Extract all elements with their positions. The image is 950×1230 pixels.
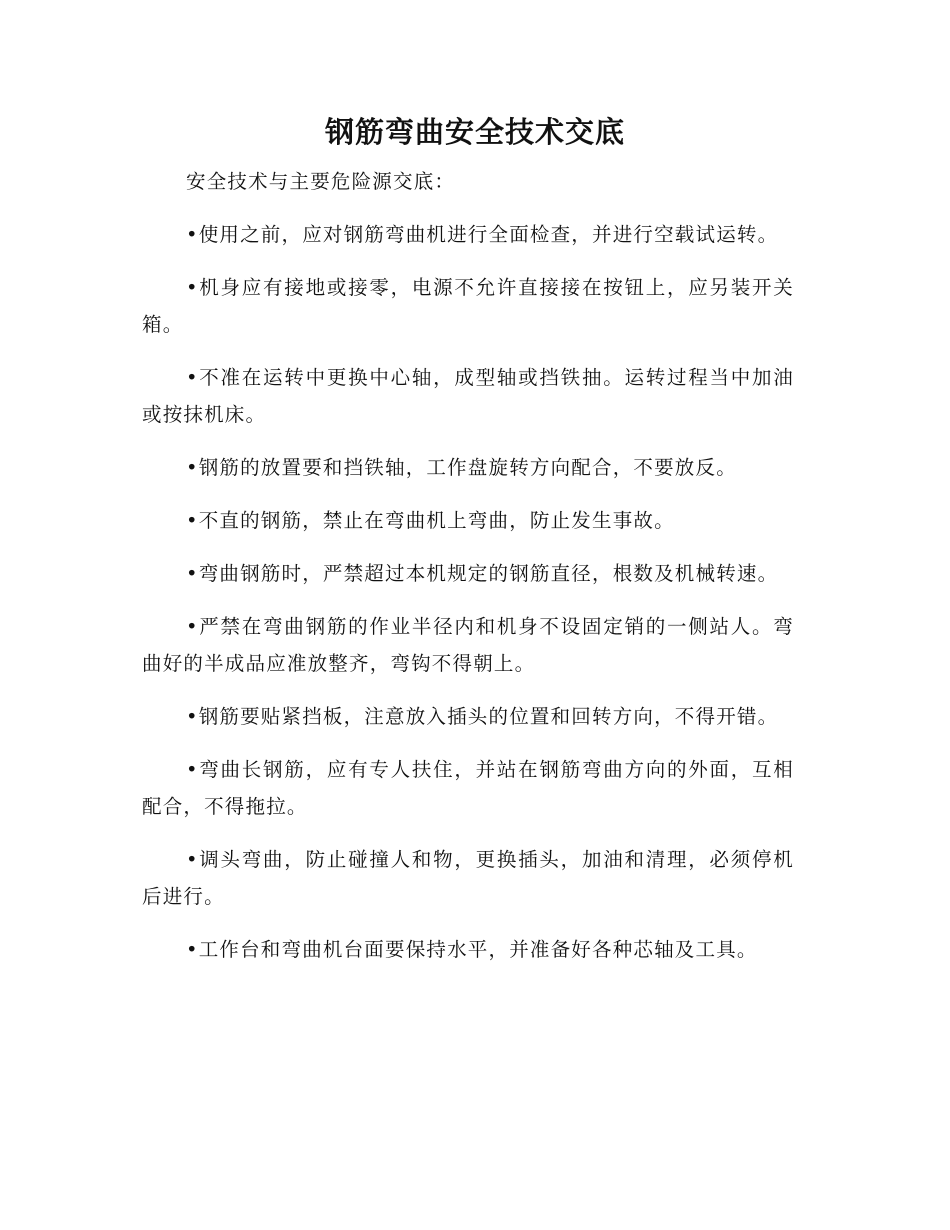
list-item: •不准在运转中更换中心轴，成型轴或挡铁抽。运转过程当中加油或按抹机床。 xyxy=(142,366,794,426)
list-item: •弯曲长钢筋，应有专人扶住，并站在钢筋弯曲方向的外面，互相配合，不得拖拉。 xyxy=(142,758,794,818)
list-item: •调头弯曲，防止碰撞人和物，更换插头，加油和清理，必须停机后进行。 xyxy=(142,848,794,908)
list-item: •机身应有接地或接零，电源不允许直接接在按钮上，应另装开关箱。 xyxy=(142,276,794,336)
document-body xyxy=(142,163,794,984)
list-item: •严禁在弯曲钢筋的作业半径内和机身不设固定销的一侧站人。弯曲好的半成品应准放整齐，弯钩不得朝上。 xyxy=(142,615,794,675)
list-item: •钢筋要贴紧挡板，注意放入插头的位置和回转方向，不得开错。 xyxy=(186,705,779,728)
list-item: •钢筋的放置要和挡铁轴，工作盘旋转方向配合，不要放反。 xyxy=(186,456,737,479)
list-item: •不直的钢筋，禁止在弯曲机上弯曲，防止发生事故。 xyxy=(186,509,675,532)
list-item: •工作台和弯曲机台面要保持水平，并准备好各种芯轴及工具。 xyxy=(186,938,758,961)
intro-paragraph: 安全技术与主要危险源交底： xyxy=(186,170,456,193)
list-item: •弯曲钢筋时，严禁超过本机规定的钢筋直径，根数及机械转速。 xyxy=(186,562,779,585)
document-title: 钢筋弯曲安全技术交底 xyxy=(324,115,625,149)
list-item: •使用之前，应对钢筋弯曲机进行全面检查，并进行空载试运转。 xyxy=(186,223,779,246)
